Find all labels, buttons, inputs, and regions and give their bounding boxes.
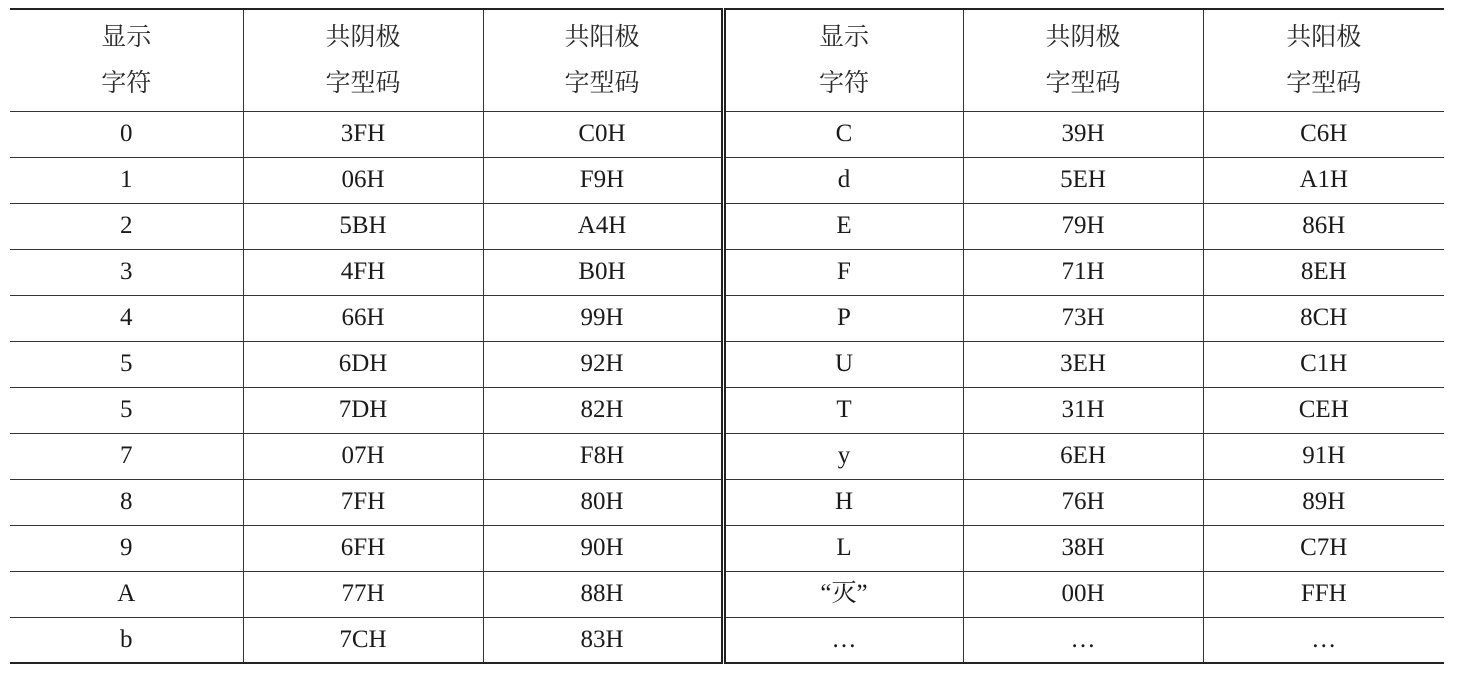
cell-display-char-left: 4 bbox=[10, 295, 243, 341]
cell-common-cathode-right: 31H bbox=[963, 387, 1203, 433]
cell-common-anode-left: 99H bbox=[483, 295, 723, 341]
cell-common-anode-left: C0H bbox=[483, 111, 723, 157]
segment-code-table bbox=[10, 8, 1444, 664]
table-row bbox=[10, 387, 1444, 433]
table-row bbox=[10, 157, 1444, 203]
cell-common-anode-right: CEH bbox=[1203, 387, 1444, 433]
cell-display-char-right: d bbox=[723, 157, 963, 203]
cell-common-cathode-left: 5BH bbox=[243, 203, 483, 249]
table-row bbox=[10, 571, 1444, 617]
cell-display-char-left: 9 bbox=[10, 525, 243, 571]
cell-display-char-right: L bbox=[723, 525, 963, 571]
cell-display-char-right: y bbox=[723, 433, 963, 479]
cell-display-char-right: F bbox=[723, 249, 963, 295]
cell-display-char-right: H bbox=[723, 479, 963, 525]
cell-display-char-right: “灭” bbox=[723, 571, 963, 617]
header-common-cathode-right bbox=[963, 9, 1203, 111]
header-text-line: 共阴极 bbox=[325, 22, 401, 52]
cell-common-cathode-left: 07H bbox=[243, 433, 483, 479]
cell-common-anode-left: 92H bbox=[483, 341, 723, 387]
cell-display-char-right: E bbox=[723, 203, 963, 249]
header-text-line: 字型码 bbox=[564, 68, 640, 98]
cell-display-char-left: 5 bbox=[10, 341, 243, 387]
cell-display-char-left: 2 bbox=[10, 203, 243, 249]
cell-common-cathode-right: 5EH bbox=[963, 157, 1203, 203]
cell-display-char-left: 1 bbox=[10, 157, 243, 203]
cell-common-anode-left: 82H bbox=[483, 387, 723, 433]
header-text-line: 字型码 bbox=[1045, 68, 1121, 98]
cell-common-cathode-right: 00H bbox=[963, 571, 1203, 617]
cell-display-char-left: A bbox=[10, 571, 243, 617]
table-row bbox=[10, 203, 1444, 249]
header-text-line: 字符 bbox=[101, 68, 152, 98]
cell-display-char-right: P bbox=[723, 295, 963, 341]
cell-display-char-left: b bbox=[10, 617, 243, 663]
cell-common-cathode-right: 73H bbox=[963, 295, 1203, 341]
header-common-anode-right bbox=[1203, 9, 1444, 111]
cell-common-anode-right: 89H bbox=[1203, 479, 1444, 525]
cell-common-cathode-right: 39H bbox=[963, 111, 1203, 157]
cell-common-anode-right: FFH bbox=[1203, 571, 1444, 617]
cell-display-char-left: 7 bbox=[10, 433, 243, 479]
cell-common-anode-right: 86H bbox=[1203, 203, 1444, 249]
cell-common-anode-right: 8EH bbox=[1203, 249, 1444, 295]
cell-common-cathode-left: 7CH bbox=[243, 617, 483, 663]
cell-display-char-right: … bbox=[723, 617, 963, 663]
cell-common-anode-right: 8CH bbox=[1203, 295, 1444, 341]
header-row bbox=[10, 9, 1444, 111]
header-common-anode-left bbox=[483, 9, 723, 111]
cell-common-anode-left: 90H bbox=[483, 525, 723, 571]
cell-common-anode-right: … bbox=[1203, 617, 1444, 663]
cell-display-char-left: 5 bbox=[10, 387, 243, 433]
table-row bbox=[10, 479, 1444, 525]
cell-common-anode-left: 88H bbox=[483, 571, 723, 617]
cell-common-cathode-right: 71H bbox=[963, 249, 1203, 295]
cell-common-cathode-right: 76H bbox=[963, 479, 1203, 525]
cell-common-cathode-left: 7DH bbox=[243, 387, 483, 433]
table-row bbox=[10, 295, 1444, 341]
cell-common-anode-left: 83H bbox=[483, 617, 723, 663]
header-display-char-left bbox=[10, 9, 243, 111]
cell-display-char-left: 0 bbox=[10, 111, 243, 157]
cell-common-cathode-right: 38H bbox=[963, 525, 1203, 571]
cell-common-cathode-left: 6DH bbox=[243, 341, 483, 387]
header-text-line: 共阴极 bbox=[1045, 22, 1121, 52]
header-text-line: 显示 bbox=[818, 22, 869, 52]
cell-common-anode-right: C6H bbox=[1203, 111, 1444, 157]
header-common-cathode-left bbox=[243, 9, 483, 111]
cell-common-cathode-left: 77H bbox=[243, 571, 483, 617]
header-text-line: 字型码 bbox=[1286, 68, 1362, 98]
cell-common-anode-left: B0H bbox=[483, 249, 723, 295]
table-row bbox=[10, 249, 1444, 295]
cell-common-cathode-left: 66H bbox=[243, 295, 483, 341]
cell-common-cathode-left: 7FH bbox=[243, 479, 483, 525]
header-text-line: 字符 bbox=[818, 68, 869, 98]
cell-common-anode-right: 91H bbox=[1203, 433, 1444, 479]
cell-common-cathode-right: 6EH bbox=[963, 433, 1203, 479]
cell-common-anode-left: A4H bbox=[483, 203, 723, 249]
header-text-line: 显示 bbox=[101, 22, 152, 52]
table-row bbox=[10, 111, 1444, 157]
header-display-char-right bbox=[723, 9, 963, 111]
table-row bbox=[10, 525, 1444, 571]
cell-display-char-right: U bbox=[723, 341, 963, 387]
header-text-line: 字型码 bbox=[325, 68, 401, 98]
cell-common-anode-left: F9H bbox=[483, 157, 723, 203]
table-header bbox=[10, 9, 1444, 111]
cell-common-cathode-right: … bbox=[963, 617, 1203, 663]
table-body bbox=[10, 111, 1444, 663]
cell-common-anode-left: F8H bbox=[483, 433, 723, 479]
cell-display-char-right: T bbox=[723, 387, 963, 433]
cell-display-char-left: 3 bbox=[10, 249, 243, 295]
cell-common-anode-right: C1H bbox=[1203, 341, 1444, 387]
cell-display-char-left: 8 bbox=[10, 479, 243, 525]
cell-common-cathode-right: 79H bbox=[963, 203, 1203, 249]
cell-display-char-right: C bbox=[723, 111, 963, 157]
cell-common-cathode-right: 3EH bbox=[963, 341, 1203, 387]
table-row bbox=[10, 341, 1444, 387]
cell-common-cathode-left: 4FH bbox=[243, 249, 483, 295]
cell-common-anode-left: 80H bbox=[483, 479, 723, 525]
cell-common-anode-right: C7H bbox=[1203, 525, 1444, 571]
segment-code-table-container bbox=[10, 8, 1444, 664]
cell-common-cathode-left: 3FH bbox=[243, 111, 483, 157]
table-row bbox=[10, 433, 1444, 479]
cell-common-anode-right: A1H bbox=[1203, 157, 1444, 203]
header-text-line: 共阳极 bbox=[1286, 22, 1362, 52]
cell-common-cathode-left: 6FH bbox=[243, 525, 483, 571]
cell-common-cathode-left: 06H bbox=[243, 157, 483, 203]
table-row bbox=[10, 617, 1444, 663]
header-text-line: 共阳极 bbox=[564, 22, 640, 52]
